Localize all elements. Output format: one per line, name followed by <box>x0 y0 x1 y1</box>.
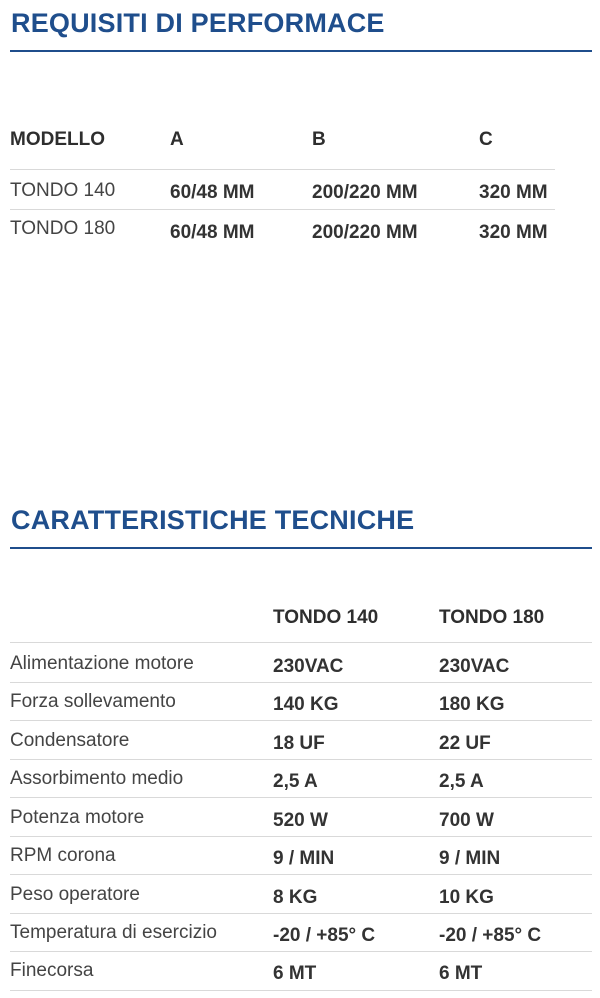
row-divider <box>10 169 555 170</box>
spec-label: Forza sollevamento <box>10 691 176 712</box>
spec-value-tondo-140: -20 / +85° C <box>273 925 376 946</box>
spec-value-tondo-180: 180 KG <box>439 694 505 715</box>
row-divider <box>10 874 592 875</box>
spec-value-tondo-180: 700 W <box>439 810 494 831</box>
spec-label: Peso operatore <box>10 884 140 905</box>
row-value-c: 320 MM <box>479 182 548 203</box>
row-divider <box>10 720 592 721</box>
spec-label: Assorbimento medio <box>10 768 184 789</box>
row-divider <box>10 642 592 643</box>
spec-value-tondo-140: 6 MT <box>273 963 317 984</box>
spec-value-tondo-180: 9 / MIN <box>439 848 501 869</box>
row-value-b: 200/220 MM <box>312 222 418 243</box>
spec-value-tondo-180: 230VAC <box>439 656 510 677</box>
performance-title-underline <box>10 50 592 52</box>
spec-value-tondo-180: 22 UF <box>439 733 491 754</box>
spec-value-tondo-140: 2,5 A <box>273 771 318 792</box>
col-header-tondo-140: TONDO 140 <box>273 607 379 628</box>
row-divider <box>10 836 592 837</box>
col-header-c: C <box>479 129 493 150</box>
spec-label: Temperatura di esercizio <box>10 922 217 943</box>
spec-value-tondo-140: 18 UF <box>273 733 325 754</box>
spec-label: Alimentazione motore <box>10 653 194 674</box>
spec-value-tondo-180: 6 MT <box>439 963 483 984</box>
row-value-b: 200/220 MM <box>312 182 418 203</box>
row-divider <box>10 913 592 914</box>
col-header-tondo-180: TONDO 180 <box>439 607 545 628</box>
spec-label: RPM corona <box>10 845 116 866</box>
row-divider <box>10 951 592 952</box>
row-divider <box>10 990 592 991</box>
row-value-a: 60/48 MM <box>170 222 255 243</box>
spec-value-tondo-180: -20 / +85° C <box>439 925 542 946</box>
spec-value-tondo-140: 140 KG <box>273 694 339 715</box>
spec-label: Potenza motore <box>10 807 145 828</box>
spec-value-tondo-180: 10 KG <box>439 887 494 908</box>
col-header-modello: MODELLO <box>10 129 105 150</box>
col-header-b: B <box>312 129 326 150</box>
spec-value-tondo-140: 230VAC <box>273 656 344 677</box>
row-divider <box>10 797 592 798</box>
row-divider <box>10 759 592 760</box>
spec-label: Condensatore <box>10 730 130 751</box>
spec-value-tondo-140: 520 W <box>273 810 328 831</box>
specs-title-underline <box>10 547 592 549</box>
spec-label: Finecorsa <box>10 960 94 981</box>
row-value-c: 320 MM <box>479 222 548 243</box>
row-divider <box>10 209 555 210</box>
row-model: TONDO 180 <box>10 218 116 239</box>
performance-title: REQUISITI DI PERFORMACE <box>11 8 385 38</box>
spec-value-tondo-140: 8 KG <box>273 887 318 908</box>
specs-title: CARATTERISTICHE TECNICHE <box>11 505 415 535</box>
col-header-a: A <box>170 129 184 150</box>
row-divider <box>10 682 592 683</box>
spec-value-tondo-140: 9 / MIN <box>273 848 335 869</box>
row-value-a: 60/48 MM <box>170 182 255 203</box>
row-model: TONDO 140 <box>10 180 116 201</box>
spec-value-tondo-180: 2,5 A <box>439 771 484 792</box>
